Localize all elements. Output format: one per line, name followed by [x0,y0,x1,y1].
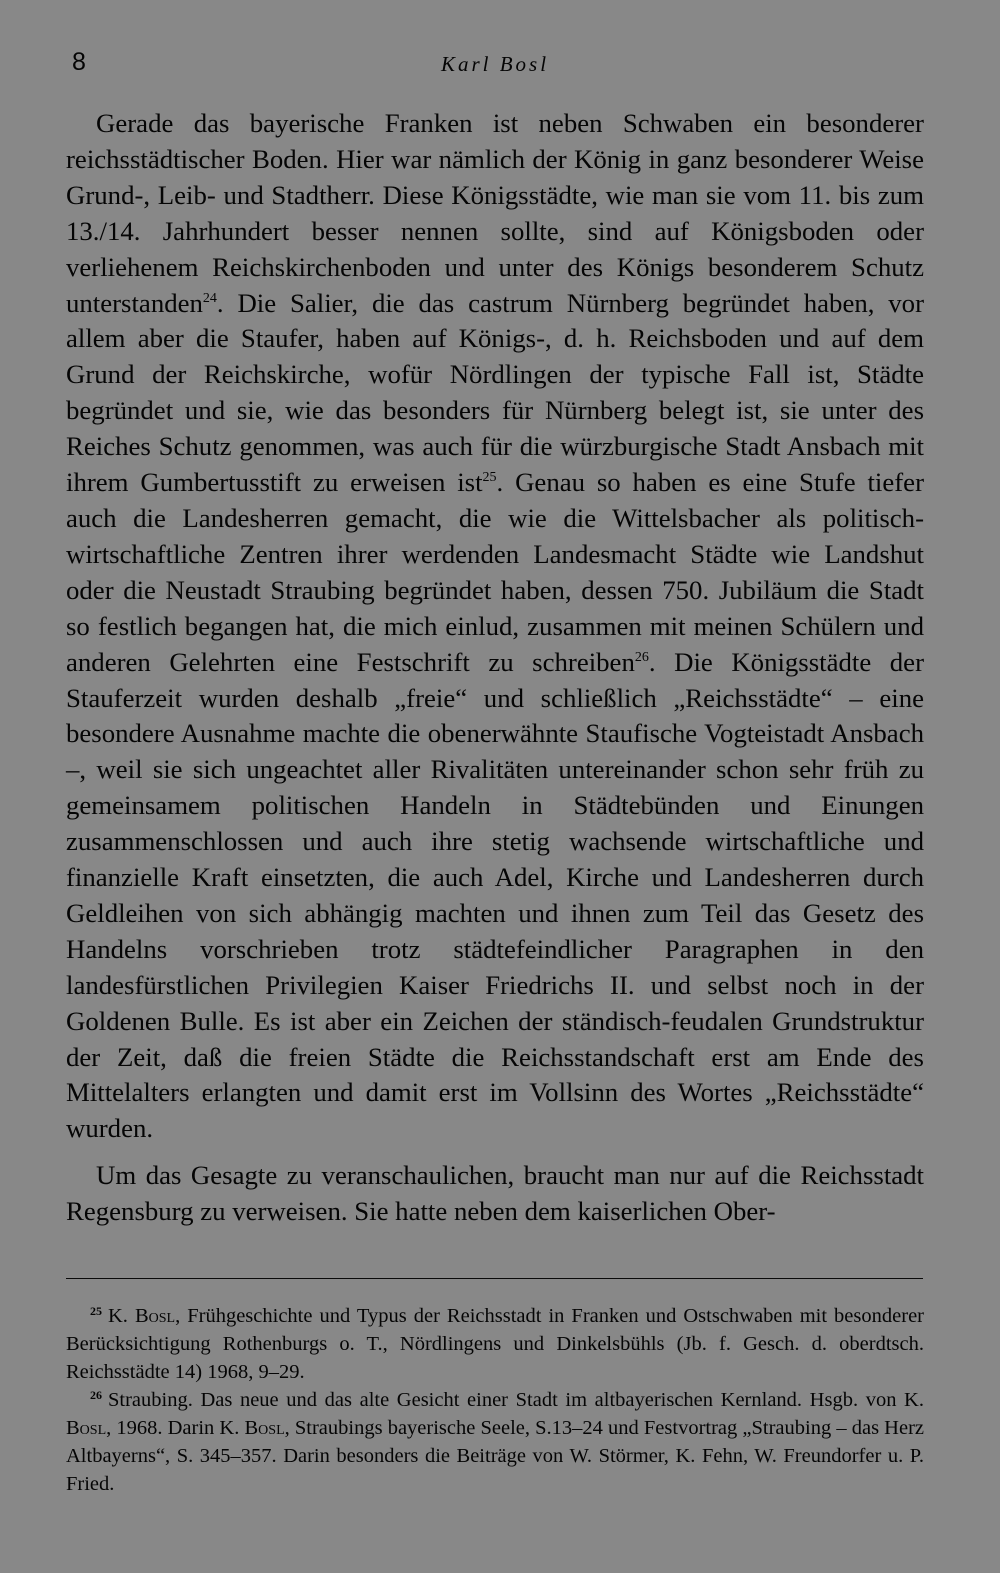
paragraph-text: Um das Gesagte zu veranschaulichen, braucht man nur auf die Reichsstadt Regensburg zu verweisen. Sie hatte neben dem kaiserlichen Ober- [66,1160,924,1227]
footnote [66,1386,924,1498]
author-name: Bosl [66,1417,107,1439]
footnote-reference: 25 [482,470,497,486]
paragraph-text: . Genau so haben es eine Stufe tiefer auch die Landesherren gemacht, die wie die Wittelsbacher als politisch-wirtschaftliche Zentren ihrer werdenden Landesmacht Städte wie Landshut oder die Neustadt Straubing begründet haben, dessen 750. Jubiläum die Stadt so festlich begangen hat, die mich einlud, zusammen mit meinen Schülern und anderen Gelehrten eine Festschrift zu schreiben [66,467,924,677]
paragraph [66,106,924,1147]
author-name: Bosl [244,1417,285,1439]
main-text [66,106,924,1230]
paragraph-text: . Die Königsstädte der Stauferzeit wurden deshalb „freie“ und schließlich „Reichsstädte“ – eine besondere Ausnahme machte die obenerwähnte Staufische Vogteistadt Ansbach –, weil sie sich ungeachtet aller Rivalitäten untereinander schon sehr früh zu gemeinsamem politischen Handeln in Städtebünden und Einungen zusammenschlossen und auch ihre stetig wachsende wirtschaftliche und finanzielle Kraft einsetzten, die auch Adel, Kirche und Landesherren durch Geldleihen von sich abhängig machten und ihnen zum Teil das Gesetz des Handelns vorschrieben trotz städtefeindlicher Paragraphen in den landesfürstlichen Privilegien Kaiser Friedrichs II. und selbst noch in der Goldenen Bulle. Es ist aber ein Zeichen der ständisch-feudalen Grundstruktur der Zeit, daß die freien Städte die Reichsstandschaft erst am Ende des Mittelalters erlangten und damit erst im Vollsinn des Wortes „Reichsstädte“ wurden. [66,646,924,1144]
paragraph-text: Gerade das bayerische Franken ist neben Schwaben ein besonderer reichsstädtischer Boden. Hier war nämlich der König in ganz besonderer Weise Grund-, Leib- und Stadtherr. Diese Königsstädte, wie man sie vom 11. bis zum 13./14. Jahrhundert besser nennen sollte, sind auf Königsboden oder verliehenem Reichskirchenboden und unter des Königs besonderem Schutz unterstanden [66,108,924,318]
footnote-mark: 25 [90,1304,102,1318]
footnote-text: , 1968. Darin K. [106,1417,245,1439]
page-number: 8 [72,48,86,76]
author-name: Bosl [134,1305,176,1327]
footnote-mark: 26 [90,1388,102,1402]
paragraph [66,1158,924,1230]
footnote-text: , Straubings bayerische Seele, S.13–24 und Festvortrag „Straubing – das Herz Altbayerns“, S. 345–357. Darin besonders die Beiträge von W. Störmer, K. Fehn, W. Freundorfer u. P. Fried. [66,1417,925,1495]
footnote-text: , Frühgeschichte und Typus der Reichsstadt in Franken und Ostschwaben mit besonderer Berücksichtigung Rothenburgs o. T., Nördlingens und Dinkelsbühls (Jb. f. Gesch. d. oberdtsch. Reichsstädte 14) 1968, 9–29. [66,1305,924,1383]
footnote-divider [66,1278,923,1279]
footnotes [66,1302,924,1498]
running-head-author: Karl Bosl [440,52,550,76]
footnote-reference: 26 [634,649,649,665]
footnote-reference: 24 [202,290,217,306]
footnote [66,1302,924,1386]
footnote-text: K. [108,1305,135,1327]
paragraph-text: . Die Salier, die das castrum Nürnberg begründet haben, vor allem aber die Staufer, haben auf Königs-, d. h. Reichsboden und auf dem Grund der Reichskirche, wofür Nördlingen der typische Fall ist, Städte begründet und sie, wie das besonders für Nürnberg belegt ist, sie unter des Reiches Schutz genommen, was auch für die würzburgische Stadt Ansbach mit ihrem Gumbertusstift zu erweisen ist [66,287,924,498]
footnote-text: Straubing. Das neue und das alte Gesicht einer Stadt im altbayerischen Kernland. Hsgb. von K. [108,1389,924,1411]
running-head [66,48,924,82]
